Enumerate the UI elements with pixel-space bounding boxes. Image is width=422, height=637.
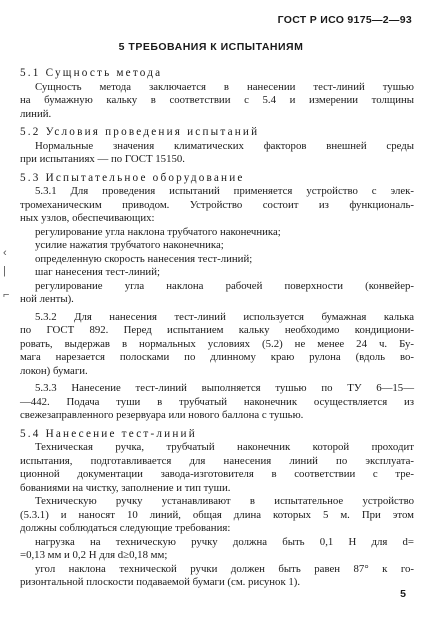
subsection-heading: 5.4 Нанесение тест-линий	[20, 427, 197, 440]
text-line: тромеханическим приводом. Устройство состоит из функциональ-	[20, 198, 414, 211]
text-line: угол наклона технической ручки должен быть равен 87° к го-	[35, 562, 414, 575]
text-line: линий.	[20, 107, 52, 120]
subsection-heading: 5.1 Сущность метода	[20, 67, 163, 79]
section-title: 5 ТРЕБОВАНИЯ К ИСПЫТАНИЯМ	[118, 41, 304, 53]
text-line: шаг нанесения тест-линий;	[35, 266, 160, 278]
text-line: (5.3.1) и наносят 10 линий, общая длина которых 5 м. При этом	[20, 508, 414, 521]
text-line: Нормальные значения климатических факторов внешней среды	[35, 139, 414, 152]
text-line: ных узлов, обеспечивающих:	[20, 212, 155, 224]
text-line: определенную скорость нанесения тест-линий;	[35, 252, 253, 265]
text-line: свежезаправленного резервуара или нового баллона с тушью.	[20, 409, 304, 421]
text-line: по ГОСТ 892. Перед испытанием кальку необходимо кондициони-	[20, 324, 414, 336]
margin-mark: |	[3, 265, 6, 277]
text-line: испытания, подготавливается для нанесения линий по эксплуата-	[20, 454, 414, 467]
text-line: Техническую ручку устанавливают в испытательное устройство	[35, 495, 414, 507]
text-line: 5.3.3 Нанесение тест-линий выполняется тушью по ТУ 6—15—	[35, 382, 414, 394]
text-line: мага нарезается полосками по длинному краю рулона (вдоль во-	[20, 351, 414, 363]
subsection-heading: 5.2 Условия проведения испытаний	[20, 126, 260, 138]
margin-mark: ⌐	[3, 289, 10, 301]
text-line: ной ленты).	[20, 293, 74, 305]
margin-mark: ‹	[3, 247, 7, 259]
text-line: регулирование угла наклона трубчатого наконечника;	[35, 225, 281, 238]
text-line: ционной документации завода-изготовителя в соответствии с тре-	[20, 468, 414, 480]
text-line: Сущность метода заключается в нанесении тест-линий тушью	[35, 80, 414, 93]
text-line: 5.3.2 Для нанесения тест-линий используется бумажная калька	[35, 310, 414, 323]
text-line: бованиями на чистку, заполнение и тип туши.	[20, 481, 231, 494]
document-body	[20, 62, 414, 590]
text-line: —442. Подача туши в трубчатый наконечник осуществляется из	[20, 395, 414, 408]
text-line: должны соблюдаться следующие требования:	[20, 522, 231, 534]
text-line: на бумажную кальку в соответствии с 5.4 и измерении толщины	[20, 94, 414, 106]
text-line: ровать, выдержав в нормальных условиях (5.2) не менее 24 ч. Бу-	[20, 337, 414, 350]
text-line: регулирование угла наклона рабочей поверхности (конвейер-	[35, 279, 414, 292]
text-line: усилие нажатия трубчатого наконечника;	[35, 239, 224, 251]
text-line: =0,13 мм и 0,2 Н для d≥0,18 мм;	[20, 549, 168, 561]
text-line: при испытаниях — по ГОСТ 15150.	[20, 153, 185, 165]
page-number: 5	[400, 588, 406, 600]
page-header: ГОСТ Р ИСО 9175—2—93	[277, 14, 412, 26]
subsection-heading: 5.3 Испытательное оборудование	[20, 171, 245, 184]
text-line: нагрузка на техническую ручку должна быть 0,1 Н для d=	[35, 535, 414, 548]
text-line: локон) бумаги.	[20, 364, 88, 377]
text-line: 5.3.1 Для проведения испытаний применяется устройство с элек-	[35, 185, 414, 197]
text-line: Техническая ручка, трубчатый наконечник которой проходит	[35, 441, 414, 453]
text-line: ризонтальной плоскости подаваемой бумаги (см. рисунок 1).	[20, 576, 301, 588]
